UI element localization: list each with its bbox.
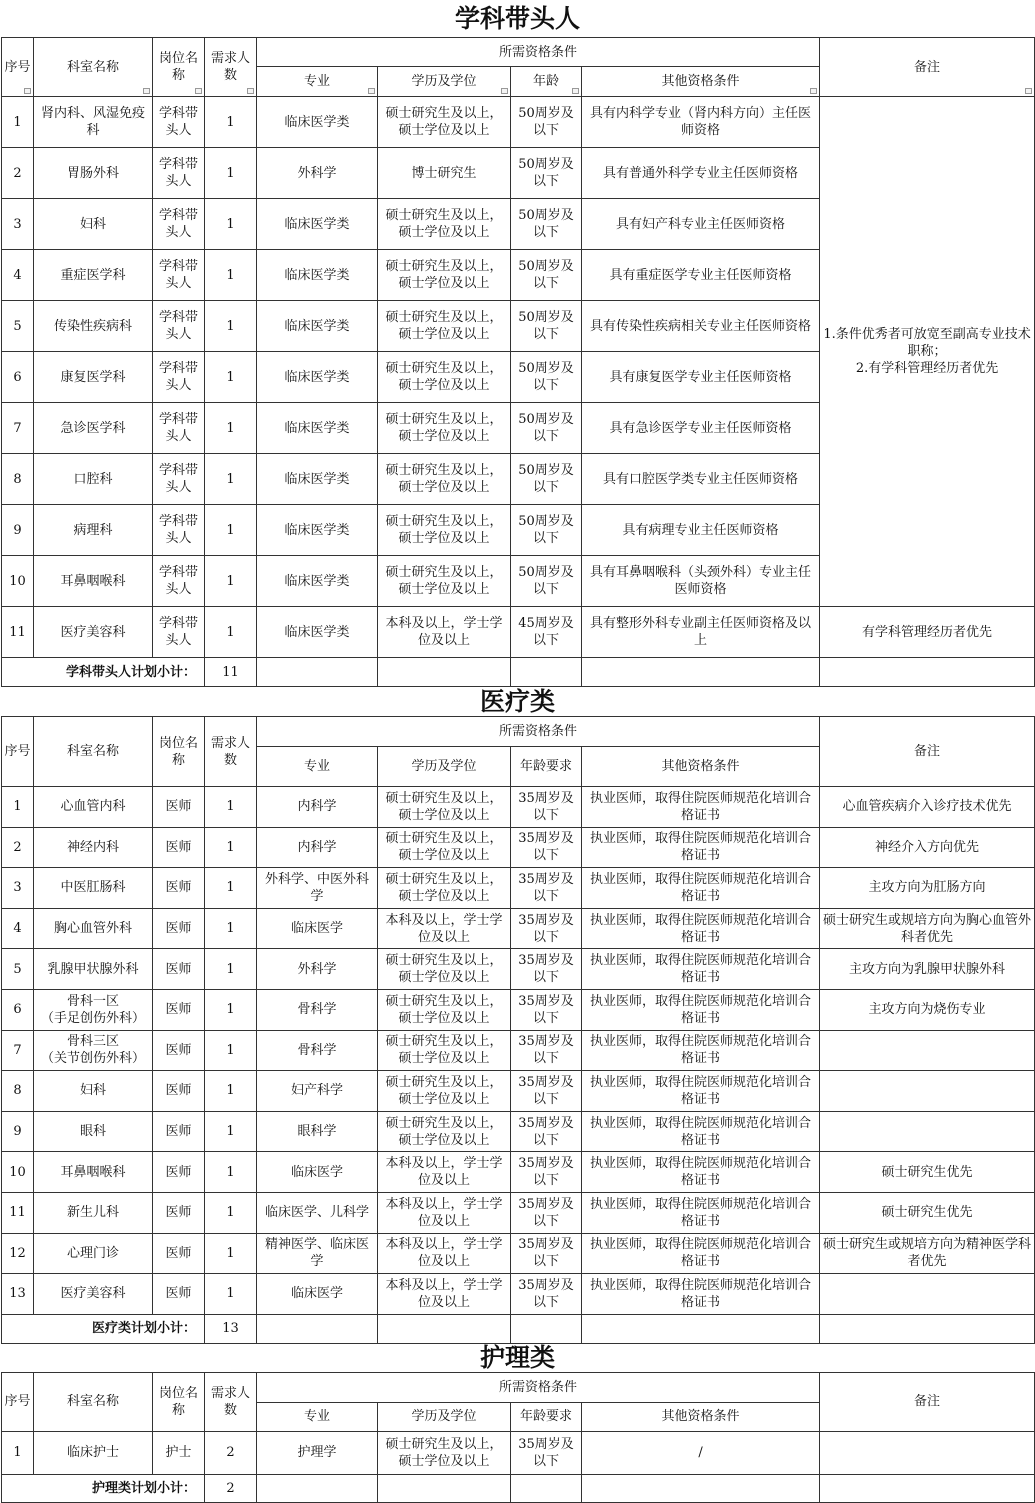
- count-cell: 1: [205, 301, 257, 352]
- edu-cell: 硕士研究生及以上，硕士学位及以上: [378, 556, 511, 607]
- empty-cell: [511, 1314, 582, 1343]
- age-cell: 50周岁及以下: [511, 301, 582, 352]
- count-cell: 1: [205, 454, 257, 505]
- age-cell: 35周岁及以下: [511, 827, 582, 868]
- section-title: 学科带头人: [454, 4, 580, 33]
- dept-cell: 口腔科: [34, 454, 153, 505]
- remark-cell: [820, 1111, 1035, 1152]
- empty-cell: [582, 1314, 820, 1343]
- seq-cell: 4: [2, 908, 34, 949]
- count-cell: 1: [205, 827, 257, 868]
- post-cell: 学科带头人: [153, 556, 205, 607]
- post-cell: 医师: [153, 1111, 205, 1152]
- major-cell: 妇产科学: [257, 1071, 378, 1112]
- remark-cell: 主攻方向为肛肠方向: [820, 868, 1035, 909]
- age-cell: 35周岁及以下: [511, 1233, 582, 1274]
- other-cell: 执业医师，取得住院医师规范化培训合格证书: [582, 868, 820, 909]
- section-table: [1, 716, 1035, 1344]
- header-dept: 科室名称: [34, 38, 153, 97]
- table-row: [2, 97, 1035, 148]
- post-cell: 医师: [153, 1274, 205, 1315]
- subtotal-row: [2, 658, 1035, 687]
- count-cell: 1: [205, 908, 257, 949]
- edu-cell: 硕士研究生及以上，硕士学位及以上: [378, 787, 511, 828]
- edu-cell: 硕士研究生及以上，硕士学位及以上: [378, 301, 511, 352]
- post-cell: 医师: [153, 827, 205, 868]
- subtotal-value: 13: [205, 1314, 257, 1343]
- edu-cell: 硕士研究生及以上，硕士学位及以上: [378, 1431, 511, 1474]
- seq-cell: 13: [2, 1274, 34, 1315]
- header-count: 需求人数: [205, 1372, 257, 1431]
- post-cell: 学科带头人: [153, 505, 205, 556]
- age-cell: 35周岁及以下: [511, 868, 582, 909]
- table-row: [2, 1030, 1035, 1071]
- major-cell: 精神医学、临床医学: [257, 1233, 378, 1274]
- dept-cell: 胸心血管外科: [34, 908, 153, 949]
- seq-cell: 9: [2, 505, 34, 556]
- post-cell: 学科带头人: [153, 607, 205, 658]
- seq-cell: 3: [2, 868, 34, 909]
- table-row: [2, 607, 1035, 658]
- other-cell: 具有内科学专业（肾内科方向）主任医师资格: [582, 97, 820, 148]
- major-cell: 临床医学类: [257, 97, 378, 148]
- empty-cell: [257, 658, 378, 687]
- edu-cell: 硕士研究生及以上，硕士学位及以上: [378, 352, 511, 403]
- count-cell: 1: [205, 1192, 257, 1233]
- major-cell: 临床医学类: [257, 403, 378, 454]
- subtotal-value: 11: [205, 658, 257, 687]
- seq-cell: 12: [2, 1233, 34, 1274]
- major-cell: 临床医学类: [257, 352, 378, 403]
- dept-cell: 骨科三区 （关节创伤外科）: [34, 1030, 153, 1071]
- header-count: 需求人数: [205, 38, 257, 97]
- edu-cell: 博士研究生: [378, 148, 511, 199]
- age-cell: 35周岁及以下: [511, 1111, 582, 1152]
- edu-cell: 本科及以上，学士学位及以上: [378, 1274, 511, 1315]
- other-cell: 执业医师，取得住院医师规范化培训合格证书: [582, 1274, 820, 1315]
- dept-cell: 心血管内科: [34, 787, 153, 828]
- seq-cell: 5: [2, 301, 34, 352]
- other-cell: 执业医师，取得住院医师规范化培训合格证书: [582, 908, 820, 949]
- seq-cell: 1: [2, 97, 34, 148]
- other-cell: 具有普通外科学专业主任医师资格: [582, 148, 820, 199]
- empty-cell: [820, 1314, 1035, 1343]
- table-row: [2, 1152, 1035, 1193]
- empty-cell: [820, 1474, 1035, 1502]
- major-cell: 临床医学类: [257, 301, 378, 352]
- age-cell: 50周岁及以下: [511, 97, 582, 148]
- age-cell: 50周岁及以下: [511, 250, 582, 301]
- major-cell: 外科学: [257, 148, 378, 199]
- header-row: [2, 1372, 1035, 1402]
- other-cell: 具有急诊医学专业主任医师资格: [582, 403, 820, 454]
- count-cell: 1: [205, 989, 257, 1030]
- age-cell: 35周岁及以下: [511, 908, 582, 949]
- other-cell: 执业医师，取得住院医师规范化培训合格证书: [582, 787, 820, 828]
- other-cell: /: [582, 1431, 820, 1474]
- remark-cell: 主攻方向为烧伤专业: [820, 989, 1035, 1030]
- header-requirements: 所需资格条件: [257, 1372, 820, 1402]
- edu-cell: 硕士研究生及以上，硕士学位及以上: [378, 1071, 511, 1112]
- age-cell: 50周岁及以下: [511, 199, 582, 250]
- header-other: 其他资格条件: [582, 67, 820, 97]
- post-cell: 护士: [153, 1431, 205, 1474]
- dept-cell: 中医肛肠科: [34, 868, 153, 909]
- dept-cell: 急诊医学科: [34, 403, 153, 454]
- count-cell: 1: [205, 1274, 257, 1315]
- remark-cell: 主攻方向为乳腺甲状腺外科: [820, 949, 1035, 990]
- dept-cell: 重症医学科: [34, 250, 153, 301]
- header-post: 岗位名称: [153, 717, 205, 787]
- dept-cell: 骨科一区 （手足创伤外科）: [34, 989, 153, 1030]
- count-cell: 1: [205, 1030, 257, 1071]
- other-cell: 执业医师，取得住院医师规范化培训合格证书: [582, 1233, 820, 1274]
- post-cell: 医师: [153, 1030, 205, 1071]
- header-seq: 序号: [2, 717, 34, 787]
- other-cell: 具有妇产科专业主任医师资格: [582, 199, 820, 250]
- count-cell: 2: [205, 1431, 257, 1474]
- major-cell: 内科学: [257, 827, 378, 868]
- empty-cell: [257, 1474, 378, 1502]
- subtotal-row: [2, 1314, 1035, 1343]
- major-cell: 临床医学类: [257, 250, 378, 301]
- table-row: [2, 1233, 1035, 1274]
- header-dept: 科室名称: [34, 1372, 153, 1431]
- post-cell: 学科带头人: [153, 301, 205, 352]
- edu-cell: 硕士研究生及以上，硕士学位及以上: [378, 97, 511, 148]
- major-cell: 护理学: [257, 1431, 378, 1474]
- edu-cell: 本科及以上，学士学位及以上: [378, 607, 511, 658]
- seq-cell: 6: [2, 989, 34, 1030]
- count-cell: 1: [205, 148, 257, 199]
- other-cell: 具有康复医学专业主任医师资格: [582, 352, 820, 403]
- post-cell: 学科带头人: [153, 403, 205, 454]
- table-row: [2, 1071, 1035, 1112]
- major-cell: 骨科学: [257, 989, 378, 1030]
- dept-cell: 眼科: [34, 1111, 153, 1152]
- subtotal-label: 医疗类计划小计：: [2, 1314, 205, 1343]
- seq-cell: 1: [2, 1431, 34, 1474]
- dept-cell: 病理科: [34, 505, 153, 556]
- age-cell: 35周岁及以下: [511, 1431, 582, 1474]
- post-cell: 医师: [153, 989, 205, 1030]
- dept-cell: 医疗美容科: [34, 607, 153, 658]
- dept-cell: 妇科: [34, 199, 153, 250]
- age-cell: 35周岁及以下: [511, 1071, 582, 1112]
- post-cell: 医师: [153, 1192, 205, 1233]
- seq-cell: 11: [2, 607, 34, 658]
- count-cell: 1: [205, 868, 257, 909]
- count-cell: 1: [205, 199, 257, 250]
- dept-cell: 传染性疾病科: [34, 301, 153, 352]
- header-requirements: 所需资格条件: [257, 717, 820, 747]
- header-row: [2, 38, 1035, 67]
- other-cell: 具有传染性疾病相关专业主任医师资格: [582, 301, 820, 352]
- other-cell: 执业医师，取得住院医师规范化培训合格证书: [582, 827, 820, 868]
- remark-cell: 硕士研究生优先: [820, 1192, 1035, 1233]
- other-cell: 具有口腔医学类专业主任医师资格: [582, 454, 820, 505]
- major-cell: 内科学: [257, 787, 378, 828]
- other-cell: 具有整形外科专业副主任医师资格及以上: [582, 607, 820, 658]
- seq-cell: 10: [2, 556, 34, 607]
- seq-cell: 8: [2, 1071, 34, 1112]
- post-cell: 学科带头人: [153, 97, 205, 148]
- header-requirements: 所需资格条件: [257, 38, 820, 67]
- empty-cell: [820, 658, 1035, 687]
- remark-cell: 有学科管理经历者优先: [820, 607, 1035, 658]
- major-cell: 临床医学: [257, 1274, 378, 1315]
- dept-cell: 医疗美容科: [34, 1274, 153, 1315]
- edu-cell: 硕士研究生及以上，硕士学位及以上: [378, 403, 511, 454]
- seq-cell: 1: [2, 787, 34, 828]
- section-table: [1, 1372, 1035, 1503]
- post-cell: 医师: [153, 1071, 205, 1112]
- post-cell: 学科带头人: [153, 148, 205, 199]
- subtotal-row: [2, 1474, 1035, 1502]
- other-cell: 具有重症医学专业主任医师资格: [582, 250, 820, 301]
- header-age: 年龄要求: [511, 1402, 582, 1431]
- other-cell: 执业医师，取得住院医师规范化培训合格证书: [582, 1071, 820, 1112]
- remark-cell: 心血管疾病介入诊疗技术优先: [820, 787, 1035, 828]
- table-row: [2, 908, 1035, 949]
- major-cell: 眼科学: [257, 1111, 378, 1152]
- edu-cell: 本科及以上，学士学位及以上: [378, 908, 511, 949]
- age-cell: 35周岁及以下: [511, 1152, 582, 1193]
- header-row: [2, 717, 1035, 747]
- remark-cell: [820, 1274, 1035, 1315]
- dept-cell: 乳腺甲状腺外科: [34, 949, 153, 990]
- count-cell: 1: [205, 1152, 257, 1193]
- major-cell: 临床医学类: [257, 505, 378, 556]
- header-edu: 学历及学位: [378, 1402, 511, 1431]
- seq-cell: 3: [2, 199, 34, 250]
- remark-cell: [820, 1431, 1035, 1474]
- remark-cell: 神经介入方向优先: [820, 827, 1035, 868]
- other-cell: 具有病理专业主任医师资格: [582, 505, 820, 556]
- other-cell: 执业医师，取得住院医师规范化培训合格证书: [582, 1030, 820, 1071]
- empty-cell: [582, 1474, 820, 1502]
- header-remark: 备注: [820, 717, 1035, 787]
- major-cell: 外科学、中医外科学: [257, 868, 378, 909]
- header-dept: 科室名称: [34, 717, 153, 787]
- seq-cell: 9: [2, 1111, 34, 1152]
- header-seq: 序号: [2, 38, 34, 97]
- other-cell: 执业医师，取得住院医师规范化培训合格证书: [582, 989, 820, 1030]
- header-major: 专业: [257, 747, 378, 787]
- table-row: [2, 1274, 1035, 1315]
- dept-cell: 耳鼻咽喉科: [34, 1152, 153, 1193]
- age-cell: 50周岁及以下: [511, 148, 582, 199]
- remark-cell: 硕士研究生优先: [820, 1152, 1035, 1193]
- subtotal-label: 学科带头人计划小计：: [2, 658, 205, 687]
- major-cell: 外科学: [257, 949, 378, 990]
- count-cell: 1: [205, 403, 257, 454]
- other-cell: 执业医师，取得住院医师规范化培训合格证书: [582, 949, 820, 990]
- age-cell: 50周岁及以下: [511, 505, 582, 556]
- age-cell: 50周岁及以下: [511, 403, 582, 454]
- remark-cell: 1.条件优秀者可放宽至副高专业技术职称； 2.有学科管理经历者优先: [820, 97, 1035, 607]
- subtotal-value: 2: [205, 1474, 257, 1502]
- major-cell: 临床医学类: [257, 454, 378, 505]
- empty-cell: [511, 1474, 582, 1502]
- seq-cell: 10: [2, 1152, 34, 1193]
- seq-cell: 6: [2, 352, 34, 403]
- section-title: 护理类: [479, 1342, 555, 1372]
- edu-cell: 本科及以上，学士学位及以上: [378, 1152, 511, 1193]
- header-remark: 备注: [820, 1372, 1035, 1431]
- major-cell: 骨科学: [257, 1030, 378, 1071]
- section-title: 医疗类: [479, 687, 555, 716]
- empty-cell: [378, 1314, 511, 1343]
- header-age: 年龄: [511, 67, 582, 97]
- header-edu: 学历及学位: [378, 747, 511, 787]
- edu-cell: 硕士研究生及以上，硕士学位及以上: [378, 1030, 511, 1071]
- section-table: [1, 37, 1035, 687]
- edu-cell: 硕士研究生及以上，硕士学位及以上: [378, 505, 511, 556]
- other-cell: 具有耳鼻咽喉科（头颈外科）专业主任医师资格: [582, 556, 820, 607]
- count-cell: 1: [205, 556, 257, 607]
- age-cell: 35周岁及以下: [511, 1030, 582, 1071]
- subtotal-label: 护理类计划小计：: [2, 1474, 205, 1502]
- dept-cell: 肾内科、风湿免疫科: [34, 97, 153, 148]
- post-cell: 医师: [153, 1233, 205, 1274]
- major-cell: 临床医学类: [257, 556, 378, 607]
- count-cell: 1: [205, 505, 257, 556]
- seq-cell: 11: [2, 1192, 34, 1233]
- major-cell: 临床医学类: [257, 607, 378, 658]
- age-cell: 35周岁及以下: [511, 1274, 582, 1315]
- dept-cell: 心理门诊: [34, 1233, 153, 1274]
- edu-cell: 硕士研究生及以上，硕士学位及以上: [378, 199, 511, 250]
- table-row: [2, 1192, 1035, 1233]
- post-cell: 医师: [153, 868, 205, 909]
- post-cell: 医师: [153, 949, 205, 990]
- edu-cell: 硕士研究生及以上，硕士学位及以上: [378, 949, 511, 990]
- table-row: [2, 989, 1035, 1030]
- dept-cell: 神经内科: [34, 827, 153, 868]
- seq-cell: 5: [2, 949, 34, 990]
- header-major: 专业: [257, 67, 378, 97]
- header-age: 年龄要求: [511, 747, 582, 787]
- seq-cell: 8: [2, 454, 34, 505]
- header-other: 其他资格条件: [582, 1402, 820, 1431]
- dept-cell: 新生儿科: [34, 1192, 153, 1233]
- dept-cell: 耳鼻咽喉科: [34, 556, 153, 607]
- edu-cell: 硕士研究生及以上，硕士学位及以上: [378, 250, 511, 301]
- age-cell: 50周岁及以下: [511, 454, 582, 505]
- edu-cell: 本科及以上，学士学位及以上: [378, 1233, 511, 1274]
- edu-cell: 硕士研究生及以上，硕士学位及以上: [378, 454, 511, 505]
- other-cell: 执业医师，取得住院医师规范化培训合格证书: [582, 1152, 820, 1193]
- header-other: 其他资格条件: [582, 747, 820, 787]
- dept-cell: 临床护士: [34, 1431, 153, 1474]
- empty-cell: [378, 658, 511, 687]
- age-cell: 50周岁及以下: [511, 352, 582, 403]
- table-row: [2, 949, 1035, 990]
- edu-cell: 硕士研究生及以上，硕士学位及以上: [378, 868, 511, 909]
- empty-cell: [378, 1474, 511, 1502]
- table-row: [2, 787, 1035, 828]
- age-cell: 50周岁及以下: [511, 556, 582, 607]
- empty-cell: [582, 658, 820, 687]
- seq-cell: 2: [2, 827, 34, 868]
- count-cell: 1: [205, 97, 257, 148]
- dept-cell: 妇科: [34, 1071, 153, 1112]
- age-cell: 45周岁及以下: [511, 607, 582, 658]
- major-cell: 临床医学、儿科学: [257, 1192, 378, 1233]
- count-cell: 1: [205, 250, 257, 301]
- header-post: 岗位名称: [153, 1372, 205, 1431]
- header-seq: 序号: [2, 1372, 34, 1431]
- header-remark: 备注: [820, 38, 1035, 97]
- age-cell: 35周岁及以下: [511, 989, 582, 1030]
- header-edu: 学历及学位: [378, 67, 511, 97]
- table-row: [2, 1111, 1035, 1152]
- age-cell: 35周岁及以下: [511, 949, 582, 990]
- count-cell: 1: [205, 1233, 257, 1274]
- edu-cell: 本科及以上，学士学位及以上: [378, 1192, 511, 1233]
- seq-cell: 2: [2, 148, 34, 199]
- major-cell: 临床医学: [257, 908, 378, 949]
- age-cell: 35周岁及以下: [511, 787, 582, 828]
- remark-cell: [820, 1030, 1035, 1071]
- header-count: 需求人数: [205, 717, 257, 787]
- remark-cell: 硕士研究生或规培方向为胸心血管外科者优先: [820, 908, 1035, 949]
- empty-cell: [511, 658, 582, 687]
- age-cell: 35周岁及以下: [511, 1192, 582, 1233]
- post-cell: 学科带头人: [153, 199, 205, 250]
- empty-cell: [257, 1314, 378, 1343]
- header-major: 专业: [257, 1402, 378, 1431]
- dept-cell: 胃肠外科: [34, 148, 153, 199]
- count-cell: 1: [205, 949, 257, 990]
- seq-cell: 7: [2, 403, 34, 454]
- post-cell: 学科带头人: [153, 454, 205, 505]
- count-cell: 1: [205, 1071, 257, 1112]
- seq-cell: 4: [2, 250, 34, 301]
- major-cell: 临床医学类: [257, 199, 378, 250]
- post-cell: 医师: [153, 787, 205, 828]
- header-post: 岗位名称: [153, 38, 205, 97]
- post-cell: 医师: [153, 1152, 205, 1193]
- table-row: [2, 1431, 1035, 1474]
- edu-cell: 硕士研究生及以上，硕士学位及以上: [378, 827, 511, 868]
- post-cell: 医师: [153, 908, 205, 949]
- table-row: [2, 827, 1035, 868]
- count-cell: 1: [205, 787, 257, 828]
- count-cell: 1: [205, 352, 257, 403]
- remark-cell: [820, 1071, 1035, 1112]
- other-cell: 执业医师，取得住院医师规范化培训合格证书: [582, 1111, 820, 1152]
- table-row: [2, 868, 1035, 909]
- major-cell: 临床医学: [257, 1152, 378, 1193]
- post-cell: 学科带头人: [153, 250, 205, 301]
- count-cell: 1: [205, 607, 257, 658]
- edu-cell: 硕士研究生及以上，硕士学位及以上: [378, 1111, 511, 1152]
- post-cell: 学科带头人: [153, 352, 205, 403]
- other-cell: 执业医师，取得住院医师规范化培训合格证书: [582, 1192, 820, 1233]
- count-cell: 1: [205, 1111, 257, 1152]
- dept-cell: 康复医学科: [34, 352, 153, 403]
- edu-cell: 硕士研究生及以上，硕士学位及以上: [378, 989, 511, 1030]
- remark-cell: 硕士研究生或规培方向为精神医学科者优先: [820, 1233, 1035, 1274]
- seq-cell: 7: [2, 1030, 34, 1071]
